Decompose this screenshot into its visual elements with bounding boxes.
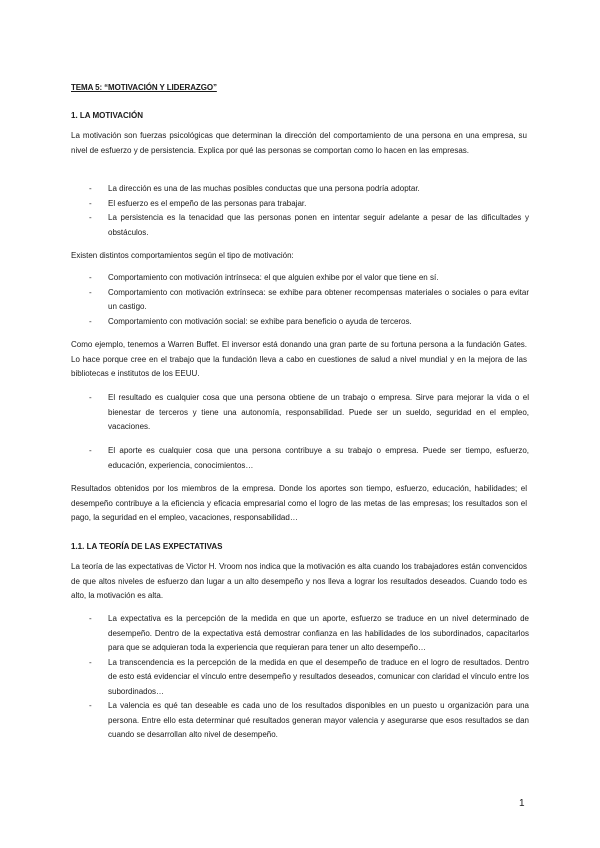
example-paragraph: Como ejemplo, tenemos a Warren Buffet. El inversor está donando una gran parte de su fortuna persona a la fundación Gates. Lo hace porque cree en el trabajo que la fundación lleva a cabo en cuestiones de salud a nivel mundial y en la mejora de las bibliotecas e institutos de los EEUU. [71,340,527,378]
list-item: - El esfuerzo es el empeño de las personas para trabajar. [89,197,529,212]
list-item: - Comportamiento con motivación social: se exhibe para beneficio o ayuda de terceros. [89,315,529,330]
intro-paragraph: La motivación son fuerzas psicológicas que determinan la dirección del comportamiento de una persona en una empresa, su nivel de esfuerzo y de persistencia. Explica por qué las personas se comportan como lo hacen en las empresas. [71,131,527,155]
expectancy-intro: La teoría de las expectativas de Victor H. Vroom nos indica que la motivación es alta cuando los trabajadores están convencidos de que altos niveles de esfuerzo dan lugar a un alto desempeño y nos lleva a lograr los resultados deseados. Cuando todo es alto, la motivación es alta. [71,562,527,600]
list-item: - La expectativa es la percepción de la medida en que un aporte, esfuerzo se traduce en un nivel determinado de desempeño. Dentro de la expectativa está demostrar confianza en las habilidades de los subordinados, capacitarlos para que se adquieran toda la experiencia que requieran para tener un alto desempeño… [89,612,529,656]
list-item: - Comportamiento con motivación extrínseca: se exhibe para obtener recompensas materiales o sociales o para evitar un castigo. [89,286,529,315]
results-paragraph: Resultados obtenidos por los miembros de la empresa. Donde los aportes son tiempo, esfuerzo, educación, habilidades; el desempeño contribuye a la eficiencia y eficacia empresarial como el logro de las metas de las empresas; los resultados son el pago, la seguridad en el empleo, vacaciones, responsabilidad… [71,484,527,522]
types-intro: Existen distintos comportamientos según el tipo de motivación: [71,251,294,260]
list-item: - La transcendencia es la percepción de la medida en que el desempeño de traduce en el logro de resultados. Dentro de esto está evidenciar el vínculo entre desempeño y resultados deseados, comunicar con claridad el vínculo entre los subordinados… [89,656,529,700]
list-item: - Comportamiento con motivación intrínseca: el que alguien exhibe por el valor que tiene en sí. [89,271,529,286]
section-heading-motivacion: 1. LA MOTIVACIÓN [71,111,143,120]
input-list [89,444,529,473]
section-heading-expectativas: 1.1. LA TEORÍA DE LAS EXPECTATIVAS [71,542,223,551]
document-title: TEMA 5: “MOTIVACIÓN Y LIDERAZGO” [71,83,217,92]
list-item: - La valencia es qué tan deseable es cada uno de los resultados disponibles en un puesto u organización para una persona. Entre ello esta determinar qué resultados generan mayor valencia y asegurarse que esos resultados se dan cuando se desarrollan alto nivel de desempeño. [89,699,529,743]
motivation-types-list [89,271,529,329]
result-list [89,391,529,435]
list-item: - La dirección es una de las muchas posibles conductas que una persona podría adoptar. [89,182,529,197]
list-item: - El aporte es cualquier cosa que una persona contribuye a su trabajo o empresa. Puede ser tiempo, esfuerzo, educación, experiencia, conocimientos… [89,444,529,473]
page-number: 1 [519,798,525,809]
list-item: - El resultado es cualquier cosa que una persona obtiene de un trabajo o empresa. Sirve para mejorar la vida o el bienestar de terceros y tiene una autonomía, responsabilidad. Puede ser un sueldo, seguridad en el empleo, vacaciones. [89,391,529,435]
list-item: - La persistencia es la tenacidad que las personas ponen en intentar seguir adelante a pesar de las dificultades y obstáculos. [89,211,529,240]
motivation-elements-list [89,182,529,240]
expectancy-list [89,612,529,743]
